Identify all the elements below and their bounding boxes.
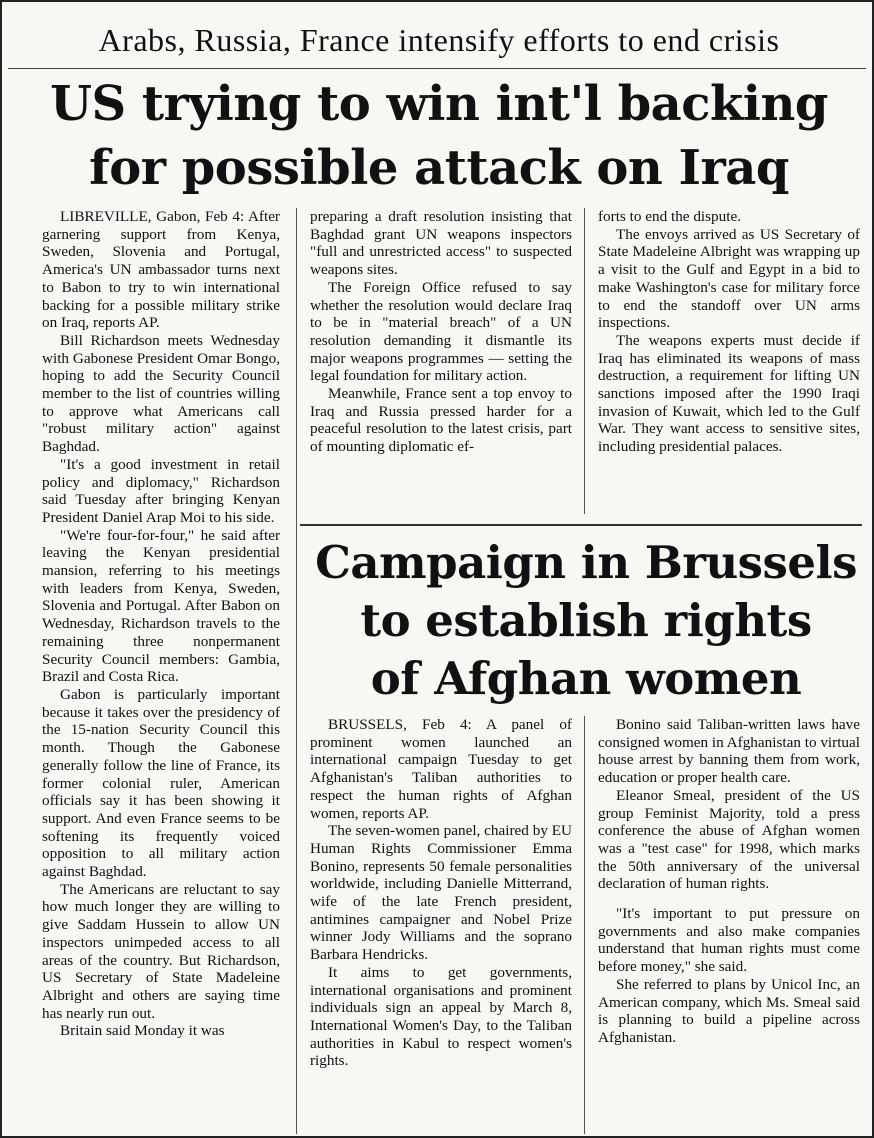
story2-column-2	[598, 716, 860, 1047]
story1-paragraph: Meanwhile, France sent a top envoy to Iraq and Russia pressed harder for a peaceful resolution to the latest crisis, part of mounting diplomatic ef-	[310, 385, 572, 456]
story2-paragraph: She referred to plans by Unicol Inc, an American company, which Ms. Smeal said is planning to build a pipeline across Afghanistan.	[598, 975, 860, 1046]
story1-paragraph: The Americans are reluctant to say how much longer they are willing to give Saddam Hussein to allow UN inspectors unimpeded access to all areas of the country. But Richardson, US Secretary of State Madeleine Albright and others are saying time has nearly run out.	[42, 880, 280, 1022]
story1-paragraph: The envoys arrived as US Secretary of State Madeleine Albright was wrapping up a visit to the Gulf and Egypt in a bid to make Washington's case for military force to end the standoff over UN arms inspections.	[598, 225, 860, 332]
story1-paragraph: "We're four-for-four," he said after leaving the Kenyan presidential mansion, referring to his meetings with leaders from Kenya, Sweden, Slovenia and Portugal. After Babon on Wednesday, Richardson travels to the remaining three nonpermanent Security Council members: Gambia, Brazil and Costa Rica.	[42, 526, 280, 686]
section-rule	[300, 524, 862, 526]
story1-column-3	[598, 208, 860, 456]
story2-paragraph: Eleanor Smeal, president of the US group Feminist Majority, told a press conference the abuse of Afghan women was a "test case" for 1998, which marks the 50th anniversary of the universal declaration of human rights.	[598, 786, 860, 893]
story2-paragraph: Bonino said Taliban-written laws have consigned women in Afghanistan to virtual house arrest by banning them from work, education or proper health care.	[598, 716, 860, 787]
column-rule	[584, 716, 585, 1134]
story1-paragraph: Britain said Monday it was	[60, 1022, 225, 1040]
story1-headline	[2, 72, 874, 200]
column-rule	[584, 208, 585, 514]
story1-paragraph: Bill Richardson meets Wednesday with Gabonese President Omar Bongo, hoping to add the Security Council member to the list of countries willing to approve what Americans call "robust military action" against Baghdad.	[42, 331, 280, 456]
story2-headline-line3: of Afghan women	[370, 652, 802, 705]
story2-paragraph: "It's important to put pressure on governments and also make companies understand that human rights must come before money," she said.	[598, 905, 860, 976]
story1-paragraph: Gabon is particularly important because it takes over the presidency of the 15-nation Security Council this month. Though the Gabonese generally follow the line of France, its former colonial ruler, American officials say it has been showing it support. And even France seems to be softening its frequently voiced opposition to all military action against Baghdad.	[42, 685, 280, 881]
story1-paragraph: preparing a draft resolution insisting that Baghdad grant UN weapons inspectors "full and unrestricted access" to suspected weapons sites.	[310, 208, 572, 279]
story2-headline	[300, 534, 872, 708]
story1-paragraph: "It's a good investment in retail policy and diplomacy," Richardson said Tuesday after bringing Kenyan President Daniel Arap Moi to his side.	[42, 455, 280, 526]
story1-paragraph: forts to end the dispute.	[598, 208, 741, 225]
kicker-rule	[8, 68, 866, 69]
kicker-headline: Arabs, Russia, France intensify efforts to end crisis	[98, 22, 780, 58]
story1-column-2	[310, 208, 572, 456]
story1-headline-line1: US trying to win int'l backing	[50, 76, 828, 132]
story1-paragraph: The Foreign Office refused to say whether the resolution would declare Iraq to be in "material breach" of a UN resolution demanding it dismantle its major weapons programmes — setting the legal foundation for military action.	[310, 278, 572, 385]
story2-headline-line1: Campaign in Brussels	[315, 536, 857, 589]
story2-paragraph: The seven-women panel, chaired by EU Human Rights Commissioner Emma Bonino, represents 50 female personalities worldwide, including Danielle Mitterrand, wife of the late French president, antimines campaigner and Nobel Prize winner Jody Williams and the soprano Barbara Hendricks.	[310, 822, 572, 964]
column-rule	[296, 208, 297, 1134]
story1-headline-line2: for possible attack on Iraq	[89, 140, 789, 196]
story2-column-1	[310, 716, 572, 1070]
story1-paragraph: LIBREVILLE, Gabon, Feb 4: After garnering support from Kenya, Sweden, Slovenia and Portugal, America's UN ambassador turns next to Babon to try to win international backing for a possible military strike on Iraq, reports AP.	[42, 208, 280, 332]
story2-paragraph: It aims to get governments, international organisations and prominent individuals sign an appeal by March 8, International Women's Day, to the Taliban authorities in Kabul to respect women's rights.	[310, 963, 572, 1070]
story1-column-1	[42, 208, 280, 1040]
story2-paragraph: BRUSSELS, Feb 4: A panel of prominent women launched an international campaign Tuesday to get Afghanistan's Taliban authorities to respect the human rights of Afghan women, reports AP.	[310, 716, 572, 822]
story2-headline-line2: to establish rights	[360, 594, 812, 647]
story1-paragraph: The weapons experts must decide if Iraq has eliminated its weapons of mass destruction, a requirement for lifting UN sanctions imposed after the 1990 Iraqi invasion of Kuwait, which led to the Gulf War. They want access to sensitive sites, including presidential palaces.	[598, 331, 860, 456]
